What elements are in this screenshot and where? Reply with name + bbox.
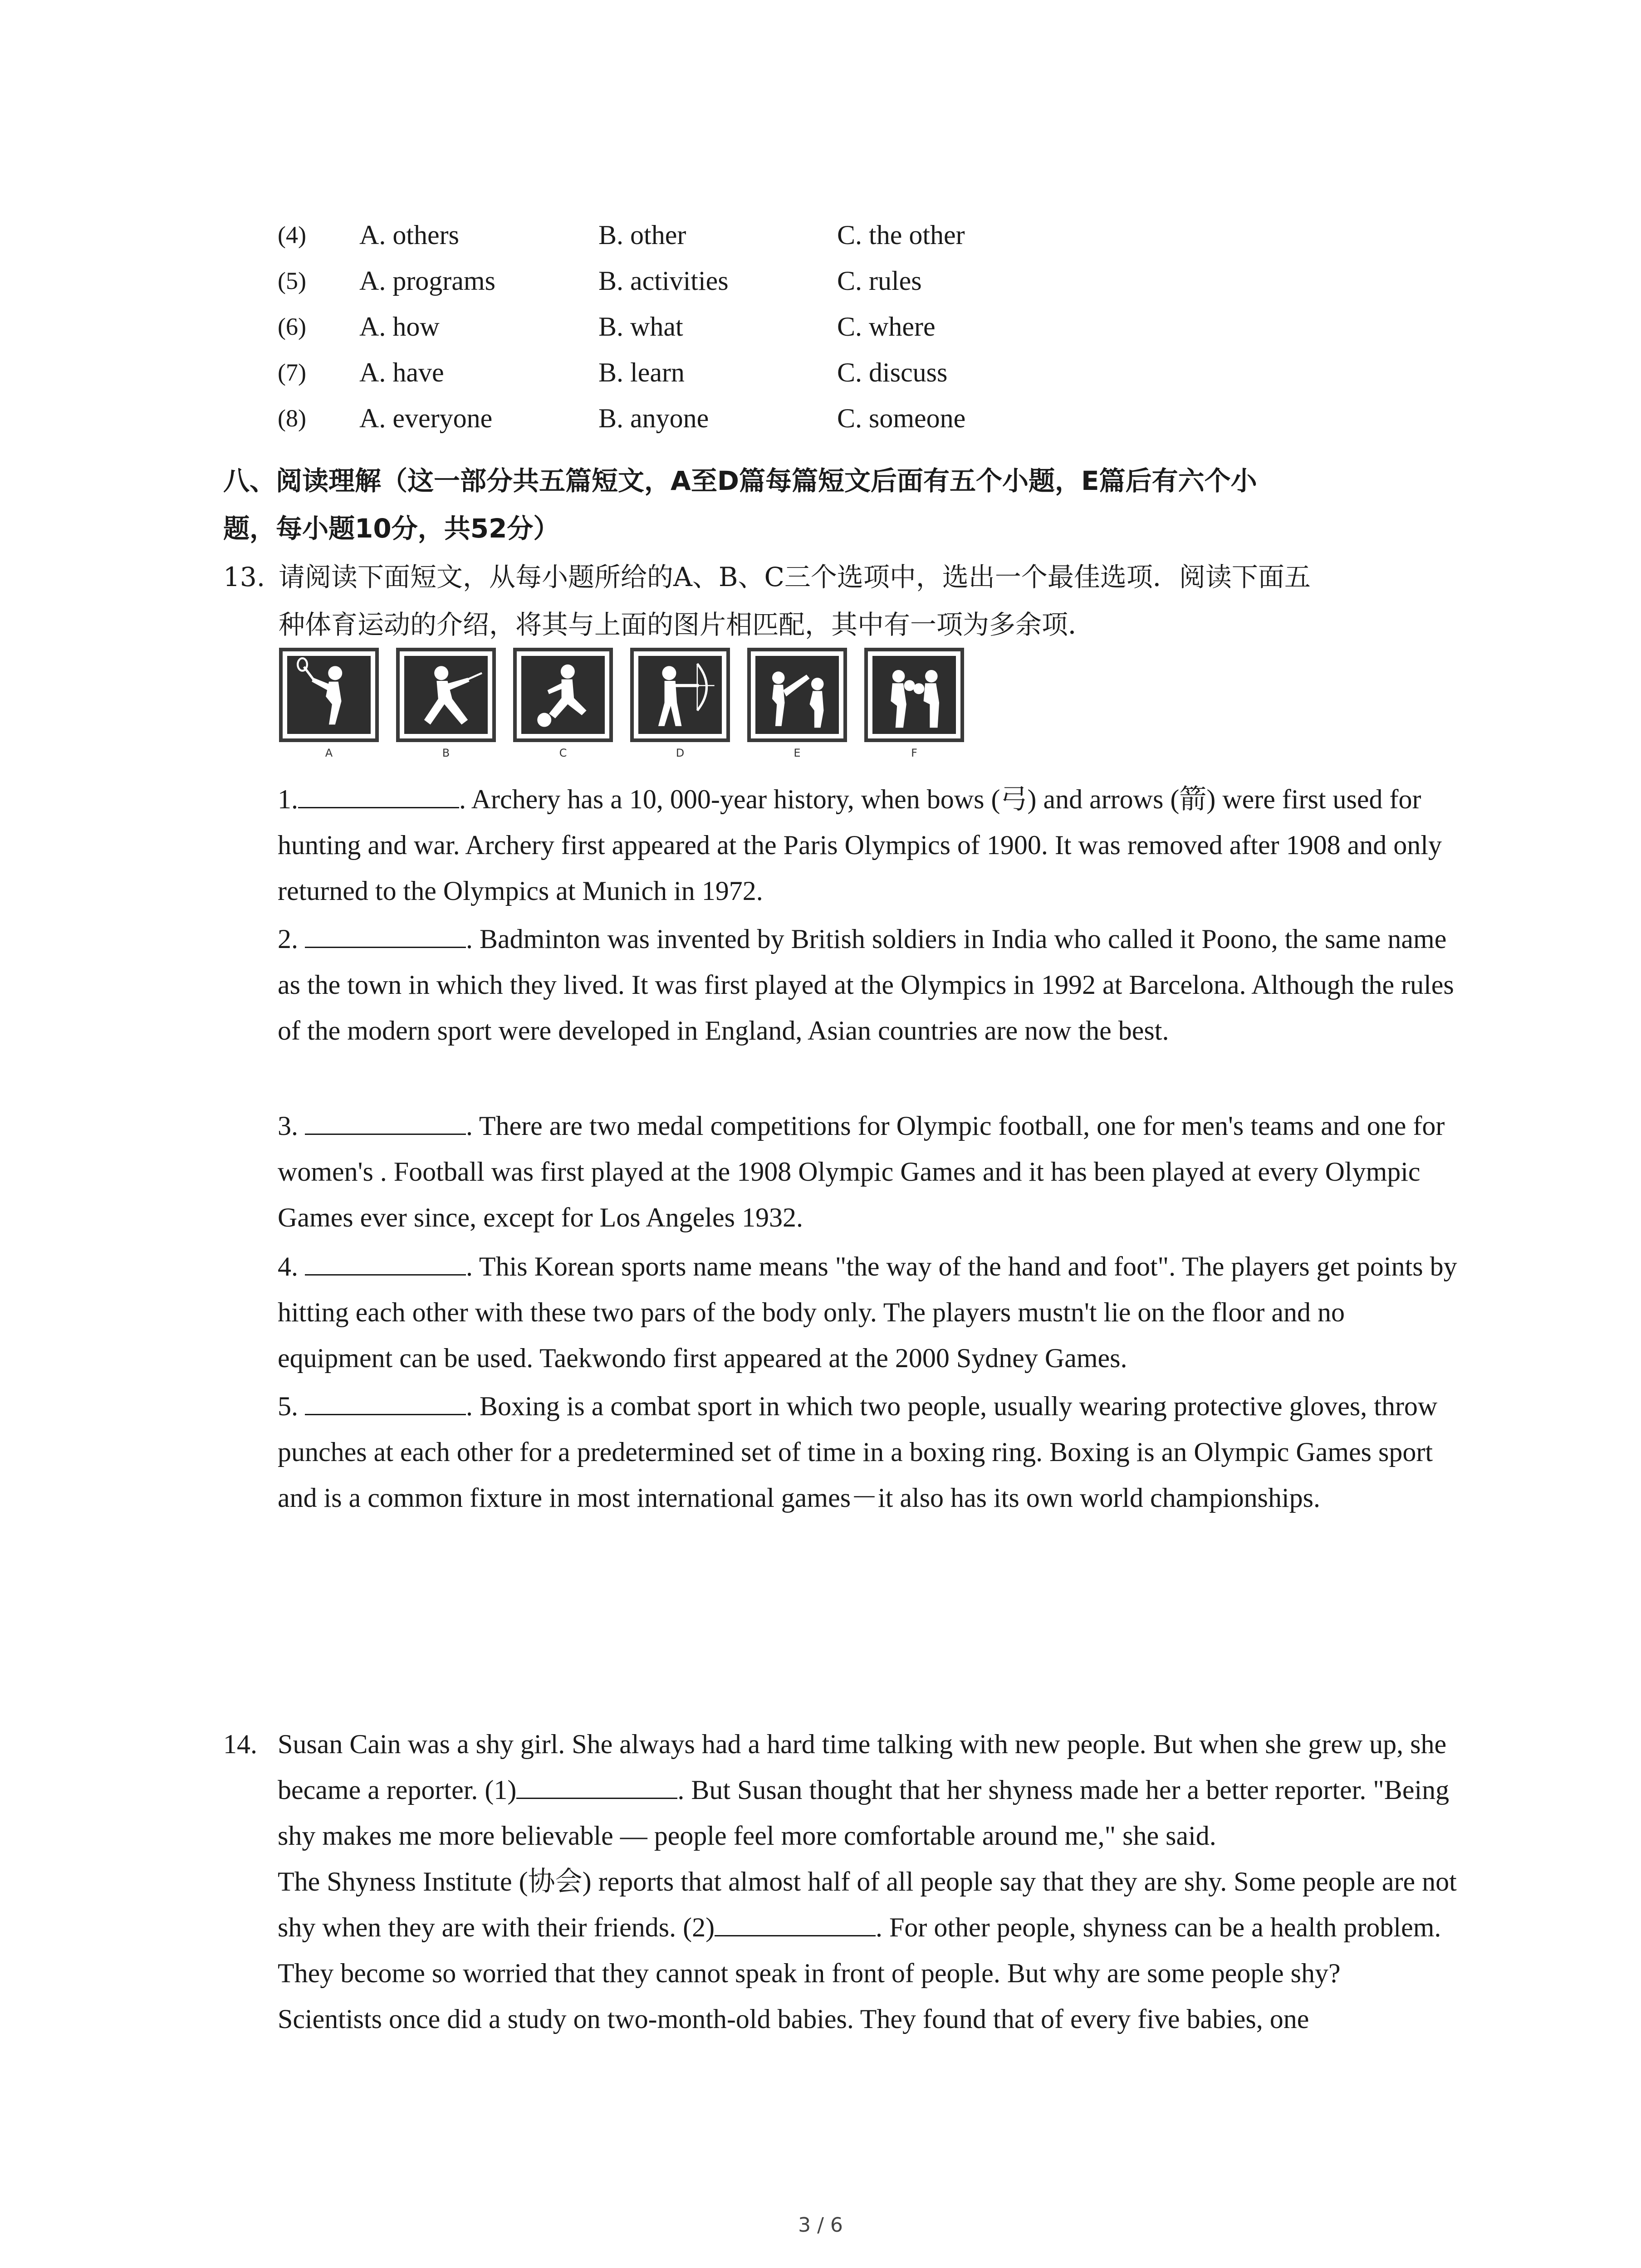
answer-blank-2[interactable] bbox=[715, 1912, 876, 1936]
option-row bbox=[278, 304, 1367, 350]
section-heading-line: 八、阅读理解（这一部分共五篇短文，A至D篇每篇短文后面有五个小题，E篇后有六个小 bbox=[223, 465, 1257, 496]
option-a: A. how bbox=[359, 312, 440, 342]
options-block bbox=[278, 212, 1367, 441]
badminton-icon bbox=[279, 648, 379, 742]
question-number: 14. bbox=[223, 1729, 257, 1759]
instruction-line: 种体育运动的介绍，将其与上面的图片相匹配，其中有一项为多余项． bbox=[279, 609, 1095, 640]
option-number: (4) bbox=[278, 221, 306, 249]
fencing-icon bbox=[396, 648, 496, 742]
question-14 bbox=[223, 1721, 1457, 2042]
football-icon bbox=[513, 648, 613, 742]
option-row bbox=[278, 396, 1367, 441]
taekwondo-icon bbox=[747, 648, 847, 742]
option-number: (5) bbox=[278, 267, 306, 294]
question-number: 13. bbox=[223, 562, 265, 592]
question-13-instructions bbox=[223, 553, 1457, 649]
answer-blank[interactable] bbox=[305, 1251, 466, 1276]
item-text: . Boxing is a combat sport in which two people, usually wearing protective gloves, throw punches at each other for a predetermined set of time in a boxing ring. Boxing is an Olympic Games sport and is a common fixture in most international games－it also has its own world championships. bbox=[278, 1391, 1438, 1513]
passage-text: . For other people, shyness can be a health problem. They become so worried that they cannot speak in front of people. But why are some people shy? bbox=[278, 1912, 1441, 1988]
page-number: 3 / 6 bbox=[798, 2214, 843, 2237]
option-c: C. someone bbox=[837, 403, 966, 433]
option-number: (6) bbox=[278, 313, 306, 340]
option-row bbox=[278, 258, 1367, 304]
picture-label: E bbox=[794, 747, 801, 759]
option-c: C. the other bbox=[837, 220, 965, 250]
sport-pictograms bbox=[279, 648, 987, 770]
option-b: B. other bbox=[598, 220, 686, 250]
sport-description-2 bbox=[278, 916, 1457, 1054]
item-number: 4. bbox=[278, 1251, 305, 1281]
option-number: (7) bbox=[278, 359, 306, 386]
item-number: 1. bbox=[278, 784, 298, 814]
option-row bbox=[278, 212, 1367, 258]
option-c: C. discuss bbox=[837, 357, 948, 387]
answer-blank[interactable] bbox=[305, 1111, 466, 1135]
section-heading-line: 题，每小题10分，共52分） bbox=[223, 513, 560, 544]
passage-text: . But Susan thought that her shyness made her a better reporter. "Being shy makes me more believable — people feel more comfortable around me," she said. bbox=[278, 1775, 1450, 1851]
option-b: B. anyone bbox=[598, 403, 709, 433]
picture-label: C bbox=[559, 747, 567, 759]
option-a: A. programs bbox=[359, 266, 495, 296]
answer-blank[interactable] bbox=[305, 924, 466, 948]
passage-text: Scientists once did a study on two-month-old babies. They found that of every five babies, one bbox=[278, 2004, 1309, 2034]
passage-text: The Shyness Institute (协会) reports that almost half of all people say that they are shy. Some people are not shy when they are with their friends. (2) bbox=[278, 1867, 1457, 1942]
option-row bbox=[278, 350, 1367, 396]
option-c: C. rules bbox=[837, 266, 922, 296]
item-text: . Badminton was invented by British soldiers in India who called it Poono, the same name as the town in which they lived. It was first played at the Olympics in 1992 at Barcelona. Although the rules of the modern sport were developed in England, Asian countries are now the best. bbox=[278, 924, 1454, 1046]
item-number: 3. bbox=[278, 1111, 305, 1141]
answer-blank-1[interactable] bbox=[516, 1775, 677, 1799]
item-number: 2. bbox=[278, 924, 305, 954]
option-a: A. have bbox=[359, 357, 444, 387]
picture-label: A bbox=[325, 747, 333, 759]
picture-label: D bbox=[676, 747, 685, 759]
boxing-icon bbox=[864, 648, 964, 742]
option-b: B. what bbox=[598, 312, 683, 342]
item-text: . There are two medal competitions for Olympic football, one for men's teams and one for women's . Football was first played at the 1908 Olympic Games and it has been played at every Olympic Games ever since, except for Los Angeles 1932. bbox=[278, 1111, 1445, 1232]
item-text: . Archery has a 10, 000-year history, when bows (弓) and arrows (箭) were first used for hunting and war. Archery first appeared at the Paris Olympics of 1900. It was removed after 1908 and only returned to the Olympics at Munich in 1972. bbox=[278, 784, 1442, 906]
answer-blank[interactable] bbox=[305, 1391, 466, 1415]
option-number: (8) bbox=[278, 405, 306, 432]
item-number: 5. bbox=[278, 1391, 305, 1421]
archery-icon bbox=[630, 648, 730, 742]
option-b: B. learn bbox=[598, 357, 685, 387]
option-b: B. activities bbox=[598, 266, 729, 296]
picture-label: F bbox=[911, 747, 917, 759]
option-c: C. where bbox=[837, 312, 936, 342]
sport-description-3 bbox=[278, 1103, 1457, 1241]
option-a: A. others bbox=[359, 220, 459, 250]
answer-blank[interactable] bbox=[298, 784, 459, 808]
instruction-line: 请阅读下面短文，从每小题所给的A、B、C三个选项中，选出一个最佳选项．阅读下面五 bbox=[279, 562, 1311, 592]
section-heading bbox=[223, 457, 1448, 552]
sport-description-4 bbox=[278, 1244, 1457, 1381]
sport-description-1 bbox=[278, 777, 1457, 914]
sport-description-5 bbox=[278, 1383, 1457, 1521]
picture-label: B bbox=[442, 747, 450, 759]
option-a: A. everyone bbox=[359, 403, 493, 433]
item-text: . This Korean sports name means "the way of the hand and foot". The players get points by hitting each other with these two pars of the body only. The players mustn't lie on the floor and no equipment can be used. Taekwondo first appeared at the 2000 Sydney Games. bbox=[278, 1251, 1457, 1373]
passage-text: Susan Cain was a shy girl. She always had a hard time talking with new people. But when she grew up, she became a reporter. (1) bbox=[278, 1729, 1447, 1805]
